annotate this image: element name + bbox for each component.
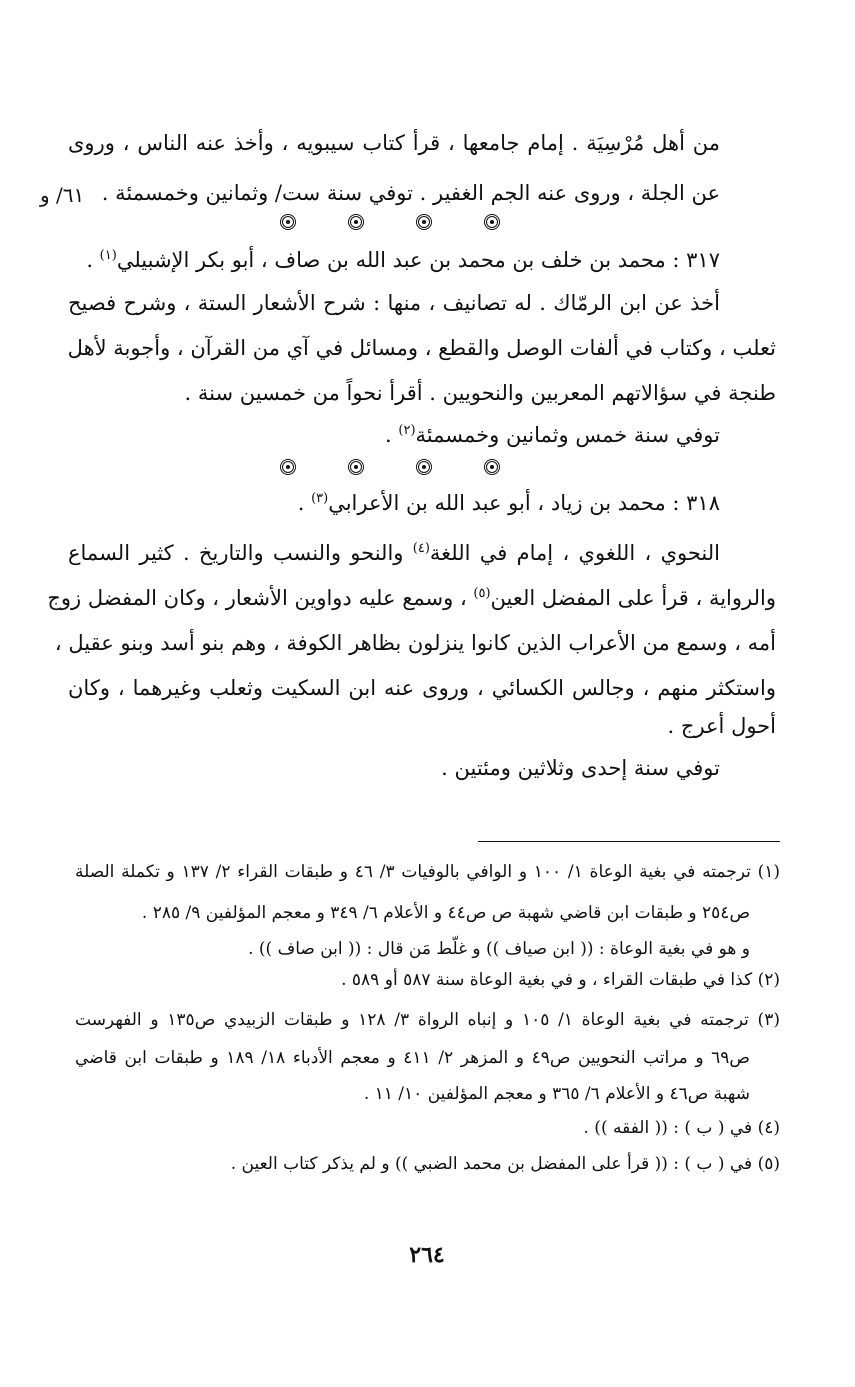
footnote-separator xyxy=(478,841,780,842)
body-line-1: من أهل مُرْسِيَة . إمام جامعها ، قرأ كتاب سيبويه ، وأخذ عنه الناس ، وروى xyxy=(68,131,720,155)
entry-318-end: . xyxy=(297,491,312,515)
death-note-317-end: . xyxy=(385,423,399,447)
entry-318-title: ٣١٨ : محمد بن زياد ، أبو عبد الله بن الأعرابي xyxy=(328,491,720,515)
footnote-1-line-3: و هو في بغية الوعاة : (( ابن صياف )) و غلّط مَن قال : (( ابن صاف )) . xyxy=(248,939,750,959)
body-line-4: أخذ عن ابن الرمّاك . له تصانيف ، منها : شرح الأشعار الستة ، وشرح فصيح xyxy=(68,291,720,315)
death-note-317: توفي سنة خمس وثمانين وخمسمئة xyxy=(415,423,720,447)
ornament-icon xyxy=(348,214,364,230)
body-line-9 xyxy=(68,538,720,568)
section-separator-1 xyxy=(280,210,500,234)
page-number: ٢٦٤ xyxy=(409,1242,445,1268)
body-line-10 xyxy=(47,583,776,613)
ornament-icon xyxy=(348,459,364,475)
footnote-ref-2: (٢) xyxy=(398,423,416,438)
footnote-5: (٥) في ( ب ) : (( قرأ على المفضل بن محمد الضبي )) و لم يذكر كتاب العين . xyxy=(230,1154,780,1174)
ornament-icon xyxy=(484,459,500,475)
entry-318-heading xyxy=(270,488,720,518)
section-separator-2 xyxy=(280,455,500,479)
entry-317-end: . xyxy=(86,248,100,272)
ornament-icon xyxy=(280,214,296,230)
footnote-3-line-3: شهبة ص٤٦ و الأعلام ٦/ ٣٦٥ و معجم المؤلفين ١٠/ ١١ . xyxy=(363,1084,750,1104)
footnote-2: (٢) كذا في طبقات القراء ، و في بغية الوعاة سنة ٥٨٧ أو ٥٨٩ . xyxy=(341,970,780,990)
ornament-icon xyxy=(416,214,432,230)
footnote-ref-1: (١) xyxy=(99,248,117,263)
ornament-icon xyxy=(280,459,296,475)
footnote-ref-4: (٤) xyxy=(412,541,430,556)
entry-317-title: ٣١٧ : محمد بن خلف بن محمد بن عبد الله بن صاف ، أبو بكر الإشبيلي xyxy=(116,248,720,272)
body-line-12: واستكثر منهم ، وجالس الكسائي ، وروى عنه ابن السكيت وثعلب وغيرهما ، وكان xyxy=(68,676,776,700)
ornament-icon xyxy=(484,214,500,230)
body-line-7 xyxy=(330,420,720,450)
body-line-9-part-a: النحوي ، اللغوي ، إمام في اللغة xyxy=(429,541,720,565)
entry-317-heading xyxy=(86,245,720,275)
body-line-14: توفي سنة إحدى وثلاثين ومئتين . xyxy=(441,756,720,780)
footnote-1-line-1: (١) ترجمته في بغية الوعاة ١/ ١٠٠ و الوافي بالوفيات ٣/ ٤٦ و طبقات القراء ٢/ ١٣٧ و تكملة الصلة xyxy=(75,862,780,882)
body-line-13: أحول أعرج . xyxy=(667,714,776,738)
footnote-4: (٤) في ( ب ) : (( الفقه )) . xyxy=(583,1118,780,1138)
body-line-9-part-b: والنحو والنسب والتاريخ . كثير السماع xyxy=(68,541,413,565)
ornament-icon xyxy=(416,459,432,475)
body-line-5: ثعلب ، وكتاب في ألفات الوصل والقطع ، ومسائل في آي من القرآن ، وأجوبة لأهل xyxy=(67,336,776,360)
footnote-1-line-2: ص٢٥٤ و طبقات ابن قاضي شهبة ص ص٤٤ و الأعلام ٦/ ٣٤٩ و معجم المؤلفين ٩/ ٢٨٥ . xyxy=(141,903,750,923)
body-line-6: طنجة في سؤالاتهم المعربين والنحويين . أقرأ نحواً من خمسين سنة . xyxy=(184,381,776,405)
margin-folio-note: ٦١/ و xyxy=(40,183,85,207)
footnote-ref-5: (٥) xyxy=(473,586,491,601)
footnote-3-line-1: (٣) ترجمته في بغية الوعاة ١/ ١٠٥ و إنباه الرواة ٣/ ١٢٨ و طبقات الزبيدي ص١٣٥ و الفهرست xyxy=(75,1010,780,1030)
footnote-3-line-2: ص٦٩ و مراتب النحويين ص٤٩ و المزهر ٢/ ٤١١ و معجم الأدباء ١٨/ ١٨٩ و طبقات ابن قاضي xyxy=(75,1048,750,1068)
body-line-10-part-b: ، وسمع عليه دواوين الأشعار ، وكان المفضل زوج xyxy=(47,586,474,610)
footnote-ref-3: (٣) xyxy=(311,491,329,506)
body-line-2: عن الجلة ، وروى عنه الجم الغفير . توفي سنة ست/ وثمانين وخمسمئة . xyxy=(101,181,720,205)
body-line-11: أمه ، وسمع من الأعراب الذين كانوا ينزلون بظاهر الكوفة ، وهم بنو أسد وبنو عقيل ، xyxy=(54,631,776,655)
body-line-10-part-a: والرواية ، قرأ على المفضل العين xyxy=(490,586,776,610)
